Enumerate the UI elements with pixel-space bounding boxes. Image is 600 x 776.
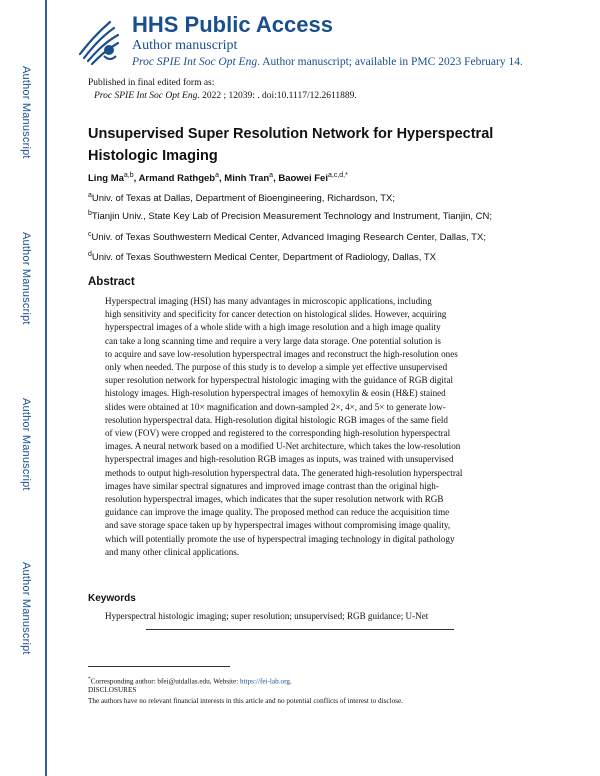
footnote-marker: * [88, 676, 91, 682]
abstract-heading: Abstract [88, 276, 135, 288]
lab-website-link[interactable]: https://fei-lab.org [239, 677, 290, 686]
abstract-line: which will potentially promote the use of hyperspectral imaging technology in digital pathology [105, 533, 455, 544]
abstract-line: images. A neural network based on a modified U-Net architecture, which takes the low-resolution [105, 441, 461, 452]
hhs-header [60, 8, 580, 72]
publication-info [88, 77, 357, 103]
journal-name: Proc SPIE Int Soc Opt Eng [132, 56, 258, 68]
author-name: Minh Tran [224, 173, 270, 185]
abstract-line: methods to output high-resolution hyperspectral data. The generated high-resolution hyperspectral [105, 467, 463, 478]
abstract-body [105, 295, 500, 559]
corresponding-text: Corresponding author: bfei@utdallas.edu, Website: [90, 677, 240, 686]
author-affiliation-marker: a,b [123, 172, 134, 179]
paper-title: Unsupervised Super Resolution Network for Hyperspectral Histologic Imaging [88, 126, 494, 164]
affiliation-text: Tianjin Univ., State Key Lab of Precision Measurement Technology and Instrument, Tianjin, CN; [91, 211, 492, 223]
author-separator: , [133, 173, 139, 185]
abstract-line: histology images. High-resolution hyperspectral images of hemoxylin & eosin (H&E) stained [105, 388, 446, 399]
abstract-line: hyperspectral images and high-resolution RGB images as inputs, was trained with unsupervised [105, 454, 454, 465]
affiliation-marker: c [88, 231, 92, 238]
abstract-line: of view (FOV) were cropped and registered to the corresponding high-resolution hyperspectral [105, 428, 451, 439]
abstract-line: images have similar spectral signatures and improved image contrast than the original high- [105, 480, 439, 491]
abstract-line: and many other clinical applications. [105, 546, 240, 557]
abstract-line: to acquire and save low-resolution hyperspectral images and reconstruct the high-resolution ones [105, 348, 458, 359]
website-suffix: . [289, 677, 292, 686]
author-separator: , [273, 173, 279, 185]
author-manuscript-label: Author Manuscript [20, 66, 32, 159]
citation [88, 90, 357, 103]
author-name: Baowei Fei [278, 173, 328, 185]
author-name: Armand Rathgeb [138, 173, 216, 185]
author-affiliation-marker: a [269, 172, 274, 179]
published-label: Published in final edited form as: [88, 78, 215, 88]
hhs-public-access-title: HHS Public Access [132, 12, 333, 37]
author-manuscript-label: Author Manuscript [20, 398, 32, 491]
author-name: Ling Ma [88, 173, 124, 185]
citation-details: . 2022 ; 12039: . doi:10.1117/12.2611889. [197, 91, 357, 101]
sidebar-divider [45, 0, 47, 776]
keywords-text: Hyperspectral histologic imaging; super resolution; unsupervised; RGB guidance; U-Net [105, 611, 429, 621]
abstract-line: hyperspectral images of a whole slide with a high image resolution and a high image quality [105, 322, 441, 333]
disclosures-heading: DISCLOSURES [88, 686, 137, 694]
abstract-line: resolution hyperspectral data. High-resolution digital histologic RGB images of the same field [105, 414, 448, 425]
author-manuscript-subtitle: Author manuscript [132, 38, 238, 53]
keywords-divider [146, 629, 454, 630]
author-manuscript-label: Author Manuscript [20, 562, 32, 655]
affiliation-marker: b [88, 210, 92, 217]
affiliation-marker: d [88, 251, 92, 258]
abstract-line: slides were obtained at 10× magnification and down-sampled 2×, 4×, and 5× to generate low- [105, 401, 446, 412]
abstract-line: high sensitivity and specificity for cancer detection on histological slides. However, acquiring [105, 309, 447, 320]
abstract-line: and save storage space taken up by hyperspectral images without compromising image quality, [105, 520, 451, 531]
hhs-eagle-logo-icon [74, 14, 124, 66]
affiliation [88, 192, 568, 204]
journal-availability [132, 56, 523, 68]
abstract-line: can take a long scanning time and require a very large data storage. One potential solution is [105, 335, 441, 346]
keywords-heading: Keywords [88, 593, 136, 604]
author-separator: , [219, 173, 225, 185]
abstract-line: resolution hyperspectral images, which indicates that the super resolution network with RGB [105, 494, 444, 505]
availability-text: . Author manuscript; available in PMC 2023 February 14. [257, 56, 523, 68]
sidebar [0, 0, 44, 776]
affiliation-text: Univ. of Texas Southwestern Medical Center, Advanced Imaging Research Center, Dallas, TX; [91, 232, 486, 244]
affiliation-text: Univ. of Texas Southwestern Medical Center, Department of Radiology, Dallas, TX [91, 252, 437, 264]
author-affiliation-marker: a [215, 172, 220, 179]
affiliation-text: Univ. of Texas at Dallas, Department of Bioengineering, Richardson, TX; [91, 193, 396, 205]
affiliation [88, 251, 568, 263]
citation-journal: Proc SPIE Int Soc Opt Eng [94, 91, 198, 101]
author-list [88, 172, 568, 184]
affiliation-marker: a [88, 192, 92, 199]
abstract-line: guidance can improve the image quality. The proposed method can reduce the acquisition time [105, 507, 450, 518]
author-affiliation-marker: a,c,d,* [327, 172, 348, 179]
affiliation [88, 210, 568, 222]
abstract-line: only when needed. The purpose of this study is to develop a simple yet effective unsupervised [105, 362, 448, 373]
disclosures-text: The authors have no relevant financial interests in this article and no potential conflicts of interest to disclose. [88, 697, 403, 705]
footnote-divider [88, 666, 230, 667]
affiliation [88, 231, 568, 243]
abstract-line: Hyperspectral imaging (HSI) has many advantages in microscopic applications, including [105, 296, 432, 306]
author-manuscript-label: Author Manuscript [20, 232, 32, 325]
abstract-line: super resolution network for hyperspectral histologic imaging with the guidance of RGB digital [105, 375, 454, 386]
